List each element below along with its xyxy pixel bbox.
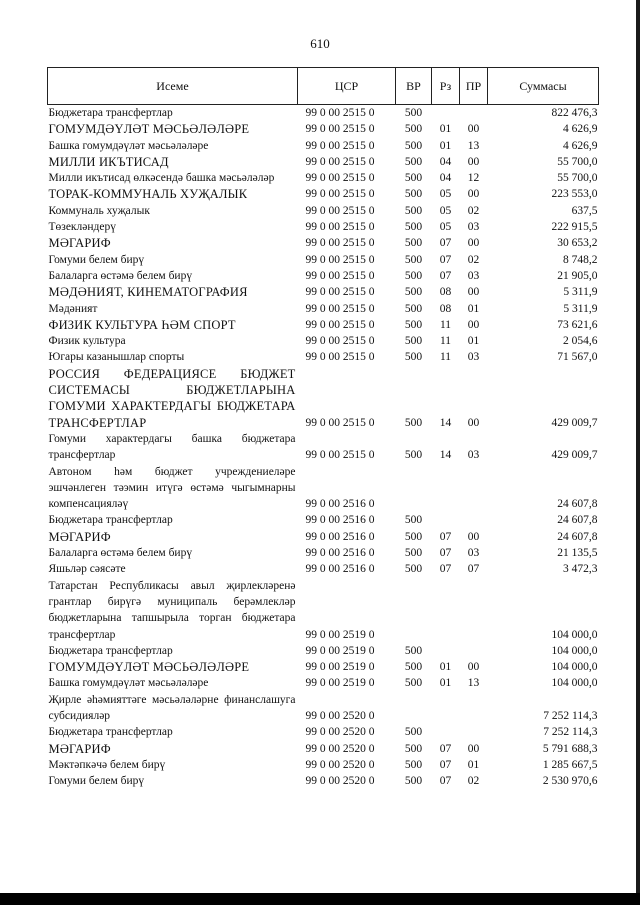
cell-pr [460, 512, 488, 528]
cell-sum: 637,5 [571, 204, 598, 217]
cell-name: Югары казанышлар спорты [48, 351, 185, 364]
cell-sum: 30 653,2 [557, 237, 598, 250]
cell-pr: 02 [467, 253, 480, 266]
cell-rz: 07 [439, 758, 452, 771]
cell-name: Гомуми белем бирү [48, 775, 145, 788]
cell-vr: 500 [404, 775, 423, 788]
header-rz: Рз [432, 68, 460, 105]
cell-sum: 223 553,0 [551, 188, 598, 201]
cell-sum: 2 530 970,6 [542, 775, 598, 788]
table-row [48, 512, 599, 528]
cell-csr: 99 0 00 2516 0 [305, 530, 375, 543]
table-row [48, 545, 599, 561]
cell-vr: 500 [404, 335, 423, 348]
budget-table [47, 67, 599, 789]
cell-csr: 99 0 00 2516 0 [305, 563, 375, 576]
cell-pr: 01 [467, 758, 480, 771]
table-row [48, 643, 599, 659]
cell-pr: 00 [467, 742, 480, 755]
cell-vr: 500 [404, 253, 423, 266]
table-row [48, 659, 599, 675]
cell-sum: 104 000,0 [551, 644, 598, 657]
cell-vr: 500 [404, 172, 423, 185]
table-row [48, 121, 599, 137]
cell-name: Мәктәпкәчә белем бирү [48, 758, 166, 771]
cell-vr [396, 464, 432, 513]
table-row [48, 154, 599, 170]
cell-sum: 55 700,0 [557, 172, 598, 185]
cell-name: Яшьләр сәясәте [48, 563, 126, 576]
cell-pr: 00 [467, 530, 480, 543]
table-row [48, 773, 599, 789]
cell-pr [460, 105, 488, 122]
cell-csr: 99 0 00 2515 0 [305, 237, 375, 250]
cell-vr: 500 [404, 155, 423, 168]
cell-csr: 99 0 00 2519 0 [305, 661, 375, 674]
table-row [48, 561, 599, 577]
cell-rz: 07 [439, 775, 452, 788]
cell-rz: 07 [439, 742, 452, 755]
cell-csr: 99 0 00 2520 0 [305, 709, 375, 722]
cell-rz: 01 [439, 139, 452, 152]
cell-pr: 03 [467, 221, 480, 234]
cell-name: Физик культура [48, 335, 126, 348]
cell-pr: 00 [467, 416, 480, 429]
cell-pr: 02 [467, 204, 480, 217]
cell-sum: 73 621,6 [557, 318, 598, 331]
cell-name: Башка гомумдәүләт мәсьәләләре [48, 677, 209, 690]
cell-vr [396, 692, 432, 725]
cell-csr: 99 0 00 2515 0 [305, 449, 375, 462]
table-row [48, 301, 599, 317]
cell-vr: 500 [404, 677, 423, 690]
header-vr: ВР [396, 68, 432, 105]
cell-name: МӘГАРИФ [48, 741, 111, 756]
cell-csr: 99 0 00 2519 0 [305, 677, 375, 690]
cell-vr: 500 [404, 139, 423, 152]
cell-vr: 500 [404, 237, 423, 250]
cell-sum: 4 626,9 [563, 123, 598, 136]
cell-pr: 01 [467, 302, 480, 315]
cell-name: МӘДӘНИЯТ, КИНЕМАТОГРАФИЯ [48, 285, 248, 300]
cell-vr: 500 [404, 188, 423, 201]
cell-csr: 99 0 00 2516 0 [305, 547, 375, 560]
cell-sum: 5 311,9 [563, 302, 598, 315]
cell-pr: 00 [467, 155, 480, 168]
cell-vr: 500 [404, 123, 423, 136]
cell-rz: 07 [439, 547, 452, 560]
cell-name: Төзекләндерү [48, 221, 116, 234]
cell-sum: 429 009,7 [551, 416, 598, 429]
cell-sum: 55 700,0 [557, 155, 598, 168]
cell-pr: 07 [467, 563, 480, 576]
cell-vr: 500 [404, 530, 423, 543]
cell-rz: 14 [439, 449, 452, 462]
header-sum: Суммасы [488, 68, 599, 105]
cell-rz [432, 464, 460, 513]
cell-csr: 99 0 00 2519 0 [305, 644, 375, 657]
cell-vr: 500 [404, 514, 423, 527]
cell-name: Автоном һәм бюджет учреждениеләре эшчәнлеген тәэмин итүгә өстәмә чыгымнарны компенсацияләү [48, 465, 296, 511]
table-row [48, 252, 599, 268]
cell-sum: 7 252 114,3 [543, 709, 598, 722]
cell-rz [432, 643, 460, 659]
cell-sum: 24 607,8 [557, 530, 598, 543]
cell-csr: 99 0 00 2515 0 [305, 416, 375, 429]
cell-name: ФИЗИК КУЛЬТУРА ҺӘМ СПОРТ [48, 317, 236, 332]
header-pr: ПР [460, 68, 488, 105]
cell-csr: 99 0 00 2515 0 [305, 139, 375, 152]
table-row [48, 349, 599, 365]
cell-sum: 24 607,8 [557, 514, 598, 527]
cell-pr: 00 [467, 123, 480, 136]
cell-csr: 99 0 00 2519 0 [305, 628, 375, 641]
table-row [48, 186, 599, 202]
cell-sum: 24 607,8 [557, 498, 598, 511]
cell-vr: 500 [404, 269, 423, 282]
cell-rz [432, 692, 460, 725]
cell-csr: 99 0 00 2515 0 [305, 155, 375, 168]
cell-name: Балаларга өстәмә белем бирү [48, 547, 193, 560]
cell-name: РОССИЯ ФЕДЕРАЦИЯСЕ БЮДЖЕТ СИСТЕМАСЫ БЮДЖЕТЛАРЫНА ГОМУМИ ХАРАКТЕРДАГЫ БЮДЖЕТАРА ТРАНСФЕРТЛАР [48, 366, 296, 430]
cell-csr: 99 0 00 2515 0 [305, 107, 375, 119]
table-row [48, 268, 599, 284]
cell-csr: 99 0 00 2520 0 [305, 742, 375, 755]
page-number: 610 [310, 36, 330, 51]
cell-pr: 03 [467, 351, 480, 364]
cell-rz: 11 [439, 335, 452, 348]
cell-rz [432, 105, 460, 122]
cell-name: ГОМУМДӘҮЛӘТ МӘСЬӘЛӘЛӘРЕ [48, 660, 250, 675]
cell-vr: 500 [404, 661, 423, 674]
cell-sum: 104 000,0 [551, 661, 598, 674]
table-header [48, 68, 599, 105]
cell-vr: 500 [404, 318, 423, 331]
cell-csr: 99 0 00 2515 0 [305, 269, 375, 282]
cell-vr: 500 [404, 547, 423, 560]
cell-sum: 5 791 688,3 [542, 742, 598, 755]
cell-name: Гомуми характердагы башка бюджетара трансфертлар [48, 432, 296, 462]
cell-csr: 99 0 00 2515 0 [305, 302, 375, 315]
cell-csr: 99 0 00 2520 0 [305, 775, 375, 788]
table-row [48, 741, 599, 757]
cell-rz: 07 [439, 237, 452, 250]
cell-rz: 14 [439, 416, 452, 429]
cell-csr: 99 0 00 2515 0 [305, 253, 375, 266]
cell-name: Мәдәният [48, 302, 98, 315]
cell-rz: 07 [439, 253, 452, 266]
cell-rz: 08 [439, 286, 452, 299]
cell-pr: 00 [467, 661, 480, 674]
cell-pr: 00 [467, 188, 480, 201]
cell-csr: 99 0 00 2520 0 [305, 758, 375, 771]
cell-name: МӘГАРИФ [48, 529, 111, 544]
cell-sum: 429 009,7 [551, 449, 598, 462]
cell-rz: 07 [439, 269, 452, 282]
table-row [48, 692, 599, 725]
cell-name: Җирле әһәмияттәге мәсьәләләрне финанслашуга субсидияләр [48, 693, 296, 722]
scan-edge-right [636, 0, 640, 905]
cell-vr [396, 578, 432, 643]
cell-pr: 03 [467, 547, 480, 560]
cell-pr: 13 [467, 677, 480, 690]
table-row [48, 757, 599, 773]
cell-sum: 104 000,0 [551, 628, 598, 641]
cell-rz: 07 [439, 563, 452, 576]
cell-sum: 8 748,2 [563, 253, 598, 266]
cell-name: Гомуми белем бирү [48, 253, 145, 266]
cell-rz: 01 [439, 677, 452, 690]
table-row [48, 284, 599, 300]
table-row [48, 675, 599, 691]
cell-vr: 500 [404, 204, 423, 217]
cell-csr: 99 0 00 2515 0 [305, 335, 375, 348]
cell-vr: 500 [404, 758, 423, 771]
cell-pr: 03 [467, 269, 480, 282]
cell-rz: 07 [439, 530, 452, 543]
cell-csr: 99 0 00 2516 0 [305, 498, 375, 511]
table-row [48, 464, 599, 513]
cell-csr: 99 0 00 2515 0 [305, 221, 375, 234]
cell-name: Бюджетара трансфертлар [48, 514, 173, 527]
table-row [48, 333, 599, 349]
cell-csr: 99 0 00 2520 0 [305, 726, 375, 739]
table-row [48, 431, 599, 464]
table-row [48, 724, 599, 740]
cell-sum: 104 000,0 [551, 677, 598, 690]
cell-name: Татарстан Республикасы авыл җирлекләренә грантлар бирүгә муниципаль берәмлекләр бюджетларына тапшырыла торган бюджетара трансфертлар [48, 579, 296, 641]
table-row [48, 105, 599, 122]
cell-rz: 08 [439, 302, 452, 315]
cell-csr: 99 0 00 2515 0 [305, 188, 375, 201]
cell-rz: 11 [439, 351, 452, 364]
cell-sum: 822 476,3 [551, 107, 598, 119]
cell-rz: 05 [439, 188, 452, 201]
cell-vr: 500 [404, 351, 423, 364]
cell-rz [432, 724, 460, 740]
cell-sum: 21 135,5 [557, 547, 598, 560]
cell-rz: 01 [439, 661, 452, 674]
header-name: Исеме [48, 68, 298, 105]
cell-pr: 00 [467, 318, 480, 331]
cell-csr: 99 0 00 2515 0 [305, 172, 375, 185]
scan-edge-bottom [0, 893, 640, 905]
cell-pr: 12 [467, 172, 480, 185]
cell-pr [460, 578, 488, 643]
cell-sum: 5 311,9 [563, 286, 598, 299]
cell-vr: 500 [404, 644, 423, 657]
cell-sum: 21 905,0 [557, 269, 598, 282]
cell-name: ТОРАК-КОММУНАЛЬ ХУҖАЛЫК [48, 187, 248, 202]
cell-pr [460, 692, 488, 725]
cell-sum: 71 567,0 [557, 351, 598, 364]
cell-csr: 99 0 00 2516 0 [305, 514, 375, 527]
table-row [48, 219, 599, 235]
cell-pr: 13 [467, 139, 480, 152]
cell-sum: 3 472,3 [563, 563, 598, 576]
cell-csr: 99 0 00 2515 0 [305, 123, 375, 136]
table-row [48, 138, 599, 154]
cell-rz: 11 [439, 318, 452, 331]
table-body [48, 105, 599, 790]
cell-vr: 500 [404, 302, 423, 315]
cell-vr: 500 [404, 726, 423, 739]
cell-csr: 99 0 00 2515 0 [305, 286, 375, 299]
cell-name: МИЛЛИ ИКЪТИСАД [48, 154, 169, 169]
cell-vr: 500 [404, 286, 423, 299]
cell-name: Бюджетара трансфертлар [48, 107, 173, 119]
cell-pr [460, 464, 488, 513]
cell-rz: 05 [439, 221, 452, 234]
cell-rz: 04 [439, 155, 452, 168]
cell-vr: 500 [404, 742, 423, 755]
cell-name: МӘГАРИФ [48, 236, 111, 251]
cell-vr: 500 [404, 449, 423, 462]
cell-pr: 01 [467, 335, 480, 348]
table-row [48, 170, 599, 186]
cell-sum: 4 626,9 [563, 139, 598, 152]
cell-pr: 00 [467, 237, 480, 250]
table-row [48, 366, 599, 431]
cell-csr: 99 0 00 2515 0 [305, 318, 375, 331]
cell-vr: 500 [404, 563, 423, 576]
cell-name: Балаларга өстәмә белем бирү [48, 269, 193, 282]
cell-name: Бюджетара трансфертлар [48, 644, 173, 657]
cell-pr [460, 643, 488, 659]
cell-name: Башка гомумдәүләт мәсьәләләре [48, 139, 209, 152]
cell-vr: 500 [404, 221, 423, 234]
cell-sum: 1 285 667,5 [542, 758, 598, 771]
cell-pr: 02 [467, 775, 480, 788]
cell-vr: 500 [404, 416, 423, 429]
cell-csr: 99 0 00 2515 0 [305, 351, 375, 364]
cell-rz [432, 578, 460, 643]
cell-sum: 2 054,6 [563, 335, 598, 348]
cell-pr: 03 [467, 449, 480, 462]
cell-rz: 05 [439, 204, 452, 217]
cell-pr: 00 [467, 286, 480, 299]
header-row [48, 68, 599, 105]
cell-name: Бюджетара трансфертлар [48, 726, 173, 739]
table-row [48, 317, 599, 333]
table-row [48, 203, 599, 219]
table-row [48, 578, 599, 643]
cell-sum: 222 915,5 [551, 221, 598, 234]
header-csr: ЦСР [298, 68, 396, 105]
cell-sum: 7 252 114,3 [543, 726, 598, 739]
cell-vr: 500 [404, 107, 423, 119]
cell-pr [460, 724, 488, 740]
table-row [48, 235, 599, 251]
cell-rz: 01 [439, 123, 452, 136]
cell-name: Коммуналь хуҗалык [48, 204, 150, 217]
table-row [48, 529, 599, 545]
cell-rz: 04 [439, 172, 452, 185]
cell-name: ГОМУМДӘҮЛӘТ МӘСЬӘЛӘЛӘРЕ [48, 122, 250, 137]
cell-csr: 99 0 00 2515 0 [305, 204, 375, 217]
cell-name: Милли икътисад өлкәсендә башка мәсьәләләр [48, 172, 275, 185]
cell-rz [432, 512, 460, 528]
